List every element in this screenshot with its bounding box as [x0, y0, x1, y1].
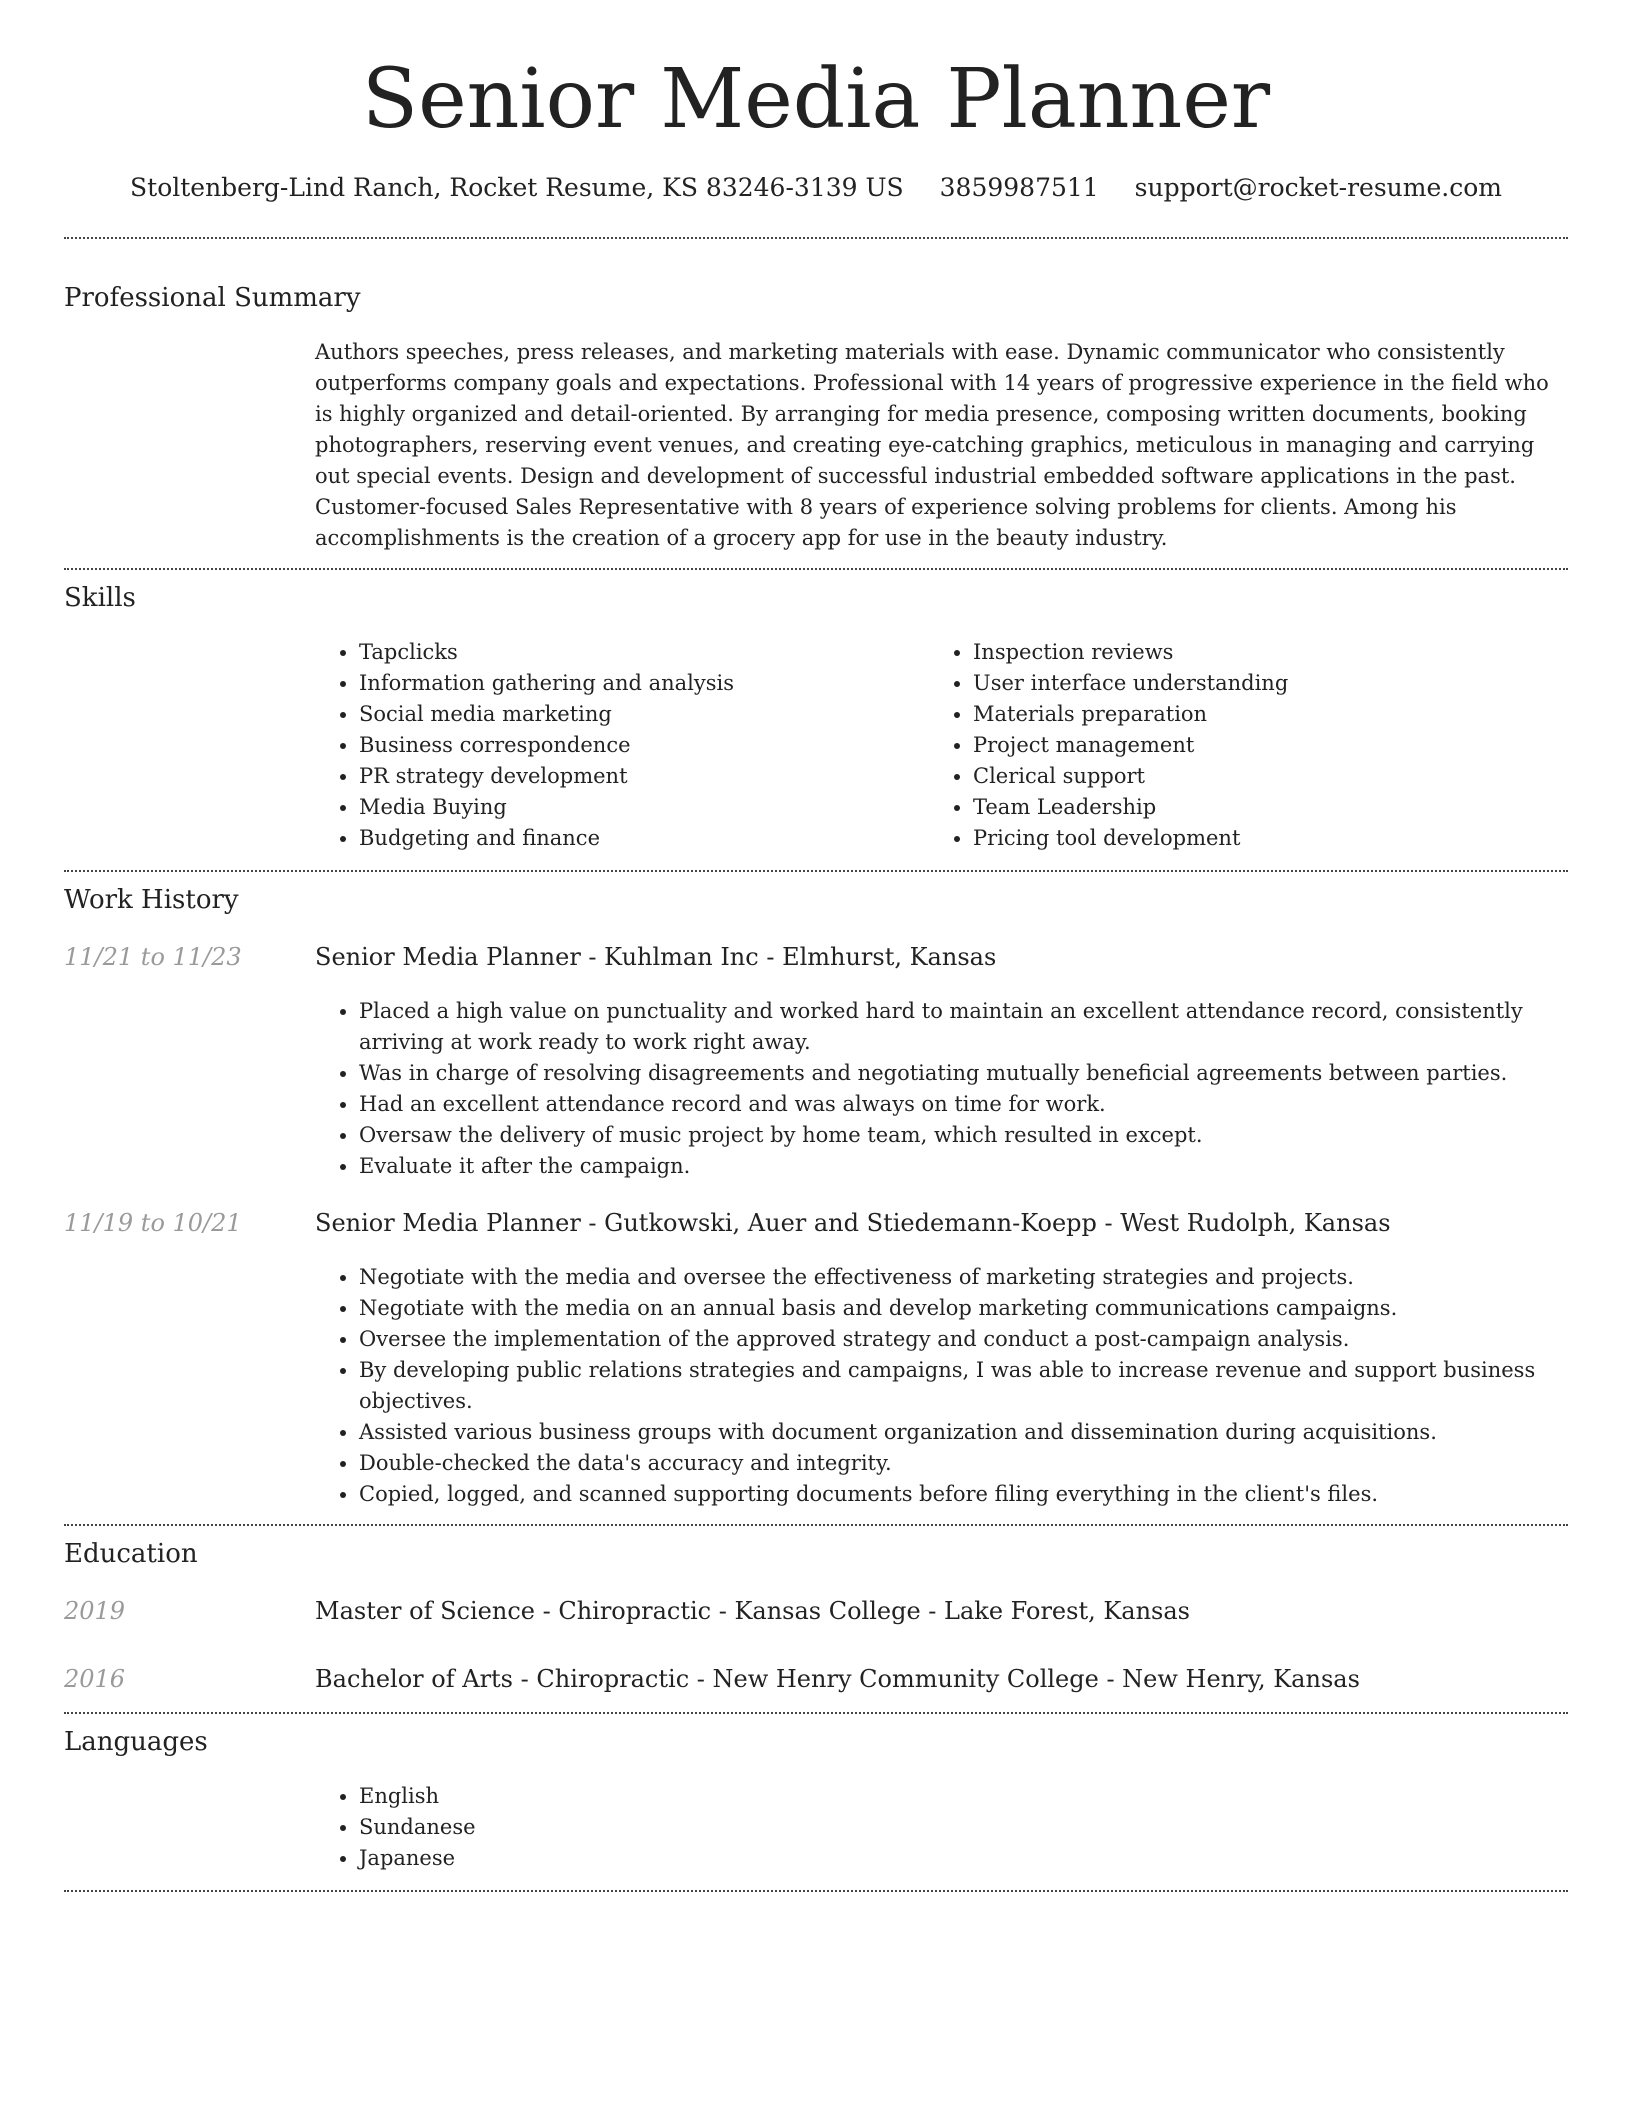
skills-heading: Skills: [64, 583, 136, 613]
list-item: • Budgeting and finance: [359, 823, 915, 854]
list-item: • By developing public relations strategies and campaigns, I was able to increase revenue and support business objectives.: [359, 1355, 1555, 1417]
contact-email: support@rocket-resume.com: [1134, 173, 1502, 202]
summary-text: Authors speeches, press releases, and marketing materials with ease. Dynamic communicator who consistently outperforms company goals and expectations. Professional with 14 years of progressive experience in the field who is highly organized and detail-oriented. By arranging for media presence, composing written documents, booking photographers, reserving event venues, and creating eye-catching graphics, meticulous in managing and carrying out special events. Design and development of successful industrial embedded software applications in the past. Customer-focused Sales Representative with 8 years of experience solving problems for clients. Among his accomplishments is the creation of a grocery app for use in the beauty industry.: [315, 340, 1549, 550]
work-heading: Work History: [64, 885, 239, 915]
list-item: • User interface understanding: [973, 668, 1549, 699]
languages-heading: Languages: [64, 1727, 208, 1757]
job-dates: 11/21 to 11/23: [64, 943, 242, 971]
job-dates: 11/19 to 10/21: [64, 1209, 242, 1237]
education-entry: Bachelor of Arts - Chiropractic - New Henry Community College - New Henry, Kansas: [315, 1665, 1360, 1693]
education-entry: Master of Science - Chiropractic - Kansas College - Lake Forest, Kansas: [315, 1597, 1190, 1625]
list-item: • Inspection reviews: [973, 637, 1549, 668]
job-bullets: [315, 996, 1555, 1182]
list-item: • Project management: [973, 730, 1549, 761]
job-bullets: [315, 1262, 1555, 1510]
contact-address: Stoltenberg-Lind Ranch, Rocket Resume, KS 83246-3139 US: [130, 173, 904, 202]
list-item: • Oversee the implementation of the approved strategy and conduct a post-campaign analysis.: [359, 1324, 1555, 1355]
list-item: • Double-checked the data's accuracy and integrity.: [359, 1448, 1555, 1479]
list-item: • English: [359, 1781, 915, 1812]
job-title: Senior Media Planner - Gutkowski, Auer and Stiedemann-Koepp - West Rudolph, Kansas: [315, 1209, 1391, 1237]
list-item: • Tapclicks: [359, 637, 915, 668]
list-item: • Negotiate with the media and oversee the effectiveness of marketing strategies and projects.: [359, 1262, 1555, 1293]
divider: [64, 237, 1568, 239]
list-item: • Negotiate with the media on an annual basis and develop marketing communications campaigns.: [359, 1293, 1555, 1324]
education-heading: Education: [64, 1539, 198, 1569]
list-item: • Assisted various business groups with document organization and dissemination during acquisitions.: [359, 1417, 1555, 1448]
contact-phone: 3859987511: [939, 173, 1099, 202]
skills-list-right: [929, 637, 1549, 854]
summary-heading: Professional Summary: [64, 283, 361, 313]
list-item: • Was in charge of resolving disagreements and negotiating mutually beneficial agreements between parties.: [359, 1058, 1555, 1089]
divider: [64, 1890, 1568, 1892]
list-item: • Evaluate it after the campaign.: [359, 1151, 1555, 1182]
job-title: Senior Media Planner - Kuhlman Inc - Elmhurst, Kansas: [315, 943, 997, 971]
languages-list: [315, 1781, 915, 1874]
list-item: • Japanese: [359, 1843, 915, 1874]
list-item: • Team Leadership: [973, 792, 1549, 823]
list-item: • Business correspondence: [359, 730, 915, 761]
divider: [64, 1524, 1568, 1526]
contact-line: [0, 170, 1632, 206]
skills-list-left: [315, 637, 915, 854]
list-item: • Media Buying: [359, 792, 915, 823]
list-item: • Oversaw the delivery of music project by home team, which resulted in except.: [359, 1120, 1555, 1151]
list-item: • PR strategy development: [359, 761, 915, 792]
list-item: • Copied, logged, and scanned supporting documents before filing everything in the client's files.: [359, 1479, 1555, 1510]
divider: [64, 568, 1568, 570]
list-item: • Had an excellent attendance record and was always on time for work.: [359, 1089, 1555, 1120]
list-item: • Placed a high value on punctuality and worked hard to maintain an excellent attendance record, consistently arriving at work ready to work right away.: [359, 996, 1555, 1058]
divider: [64, 1712, 1568, 1714]
divider: [64, 870, 1568, 872]
list-item: • Sundanese: [359, 1812, 915, 1843]
page-title: Senior Media Planner: [361, 52, 1271, 147]
list-item: • Information gathering and analysis: [359, 668, 915, 699]
list-item: • Clerical support: [973, 761, 1549, 792]
list-item: • Pricing tool development: [973, 823, 1549, 854]
education-year: 2016: [64, 1665, 126, 1693]
list-item: • Materials preparation: [973, 699, 1549, 730]
education-year: 2019: [64, 1597, 126, 1625]
list-item: • Social media marketing: [359, 699, 915, 730]
